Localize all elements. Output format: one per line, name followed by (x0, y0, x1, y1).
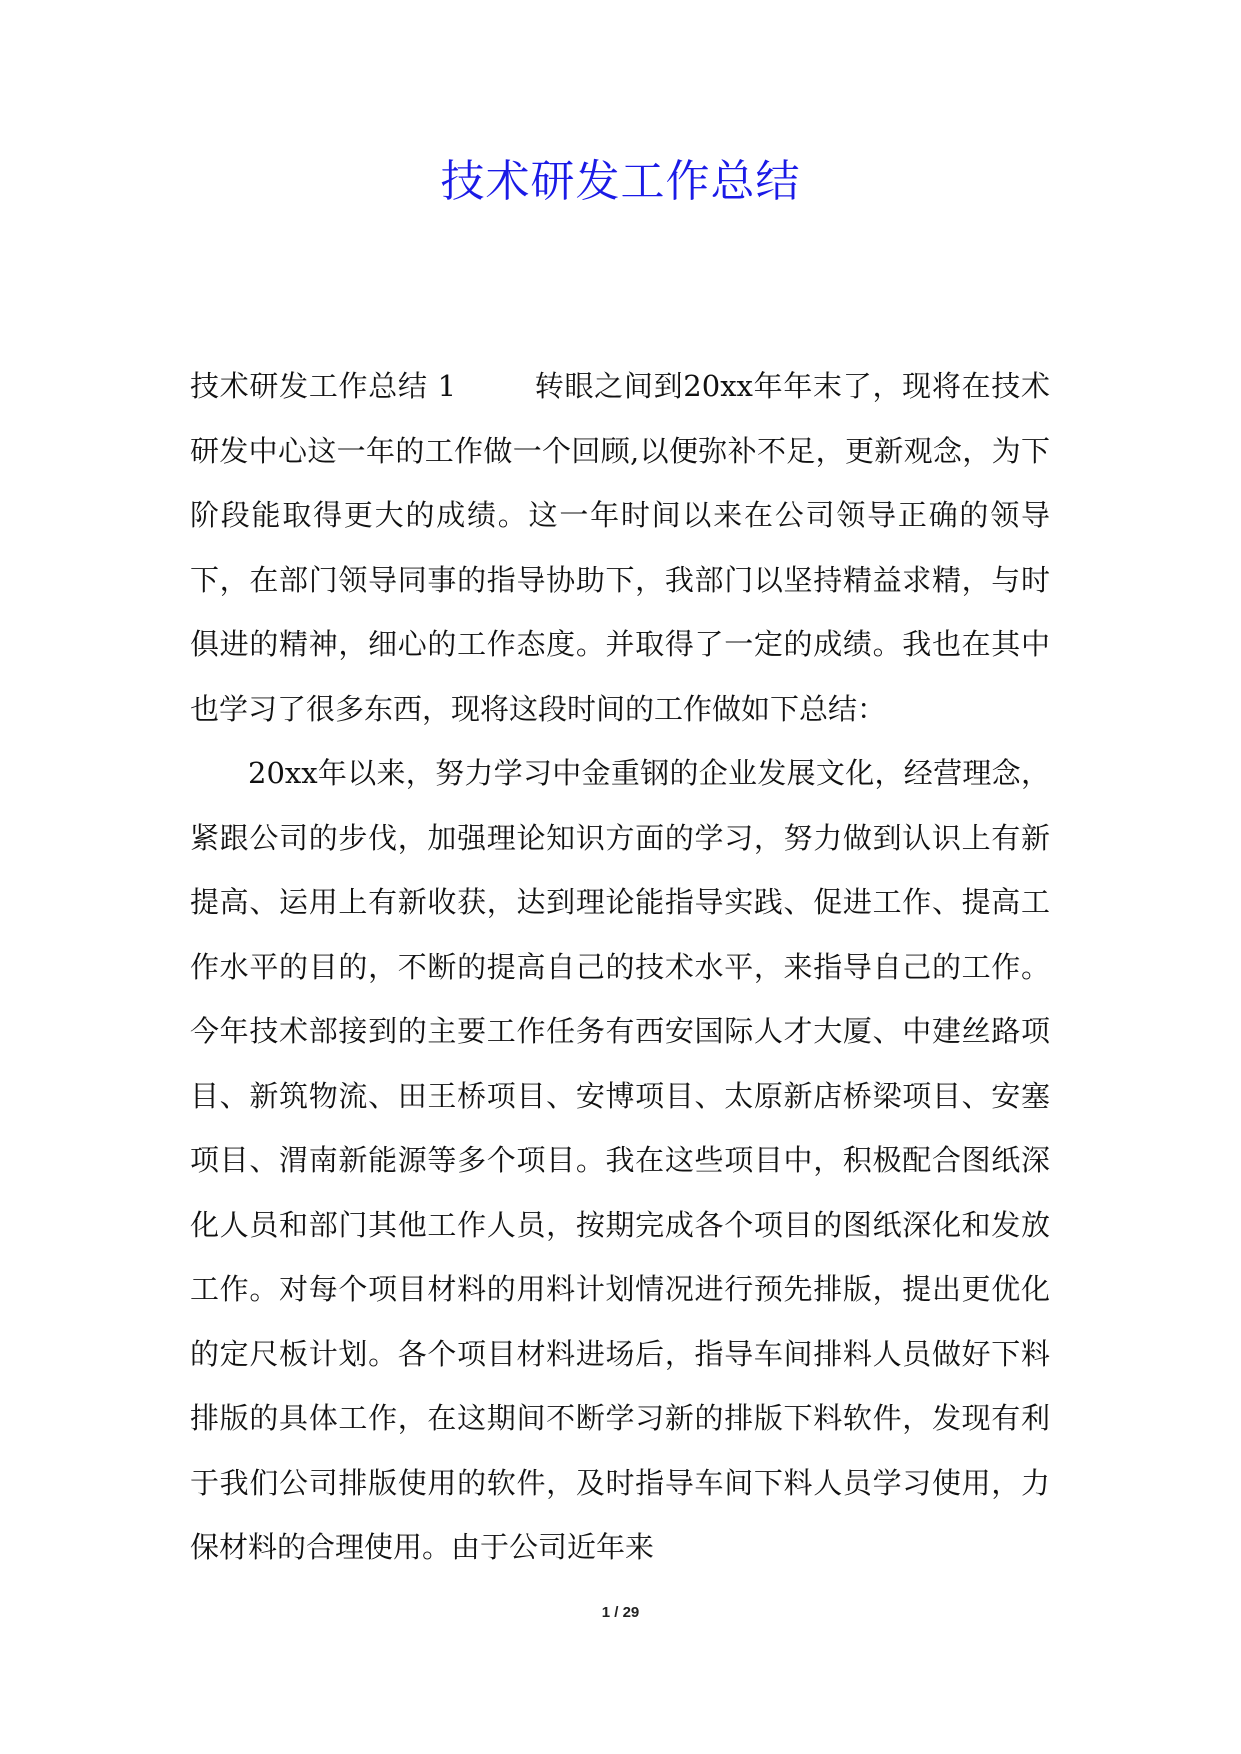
page-number: 1 / 29 (601, 1604, 640, 1621)
paragraph-1-text: 转眼之间到20xx年年末了，现将在技术研发中心这一年的工作做一个回顾,以便弥补不足，更新观念，为下阶段能取得更大的成绩。这一年时间以来在公司领导正确的领导下，在部门领导同事的指导协助下，我部门以坚持精益求精，与时俱进的精神，细心的工作态度。并取得了一定的成绩。我也在其中也学习了很多东西，现将这段时间的工作做如下总结： (190, 369, 1050, 726)
paragraph-2: 20xx年以来，努力学习中金重钢的企业发展文化，经营理念，紧跟公司的步伐，加强理论知识方面的学习，努力做到认识上有新提高、运用上有新收获，达到理论能指导实践、促进工作、提高工作水平的目的，不断的提高自己的技术水平，来指导自己的工作。今年技术部接到的主要工作任务有西安国际人才大厦、中建丝路项目、新筑物流、田王桥项目、安博项目、太原新店桥梁项目、安塞项目、渭南新能源等多个项目。我在这些项目中，积极配合图纸深化人员和部门其他工作人员，按期完成各个项目的图纸深化和发放工作。对每个项目材料的用料计划情况进行预先排版，提出更优化的定尺板计划。各个项目材料进场后，指导车间排料人员做好下料排版的具体工作，在这期间不断学习新的排版下料软件，发现有利于我们公司排版使用的软件，及时指导车间下料人员学习使用，力保材料的合理使用。由于公司近年来 (190, 756, 1050, 1564)
document-body (190, 354, 1050, 1580)
section-heading: 技术研发工作总结 1 (190, 369, 457, 403)
document-title: 技术研发工作总结 (440, 156, 801, 207)
paragraph-1 (190, 354, 1050, 741)
